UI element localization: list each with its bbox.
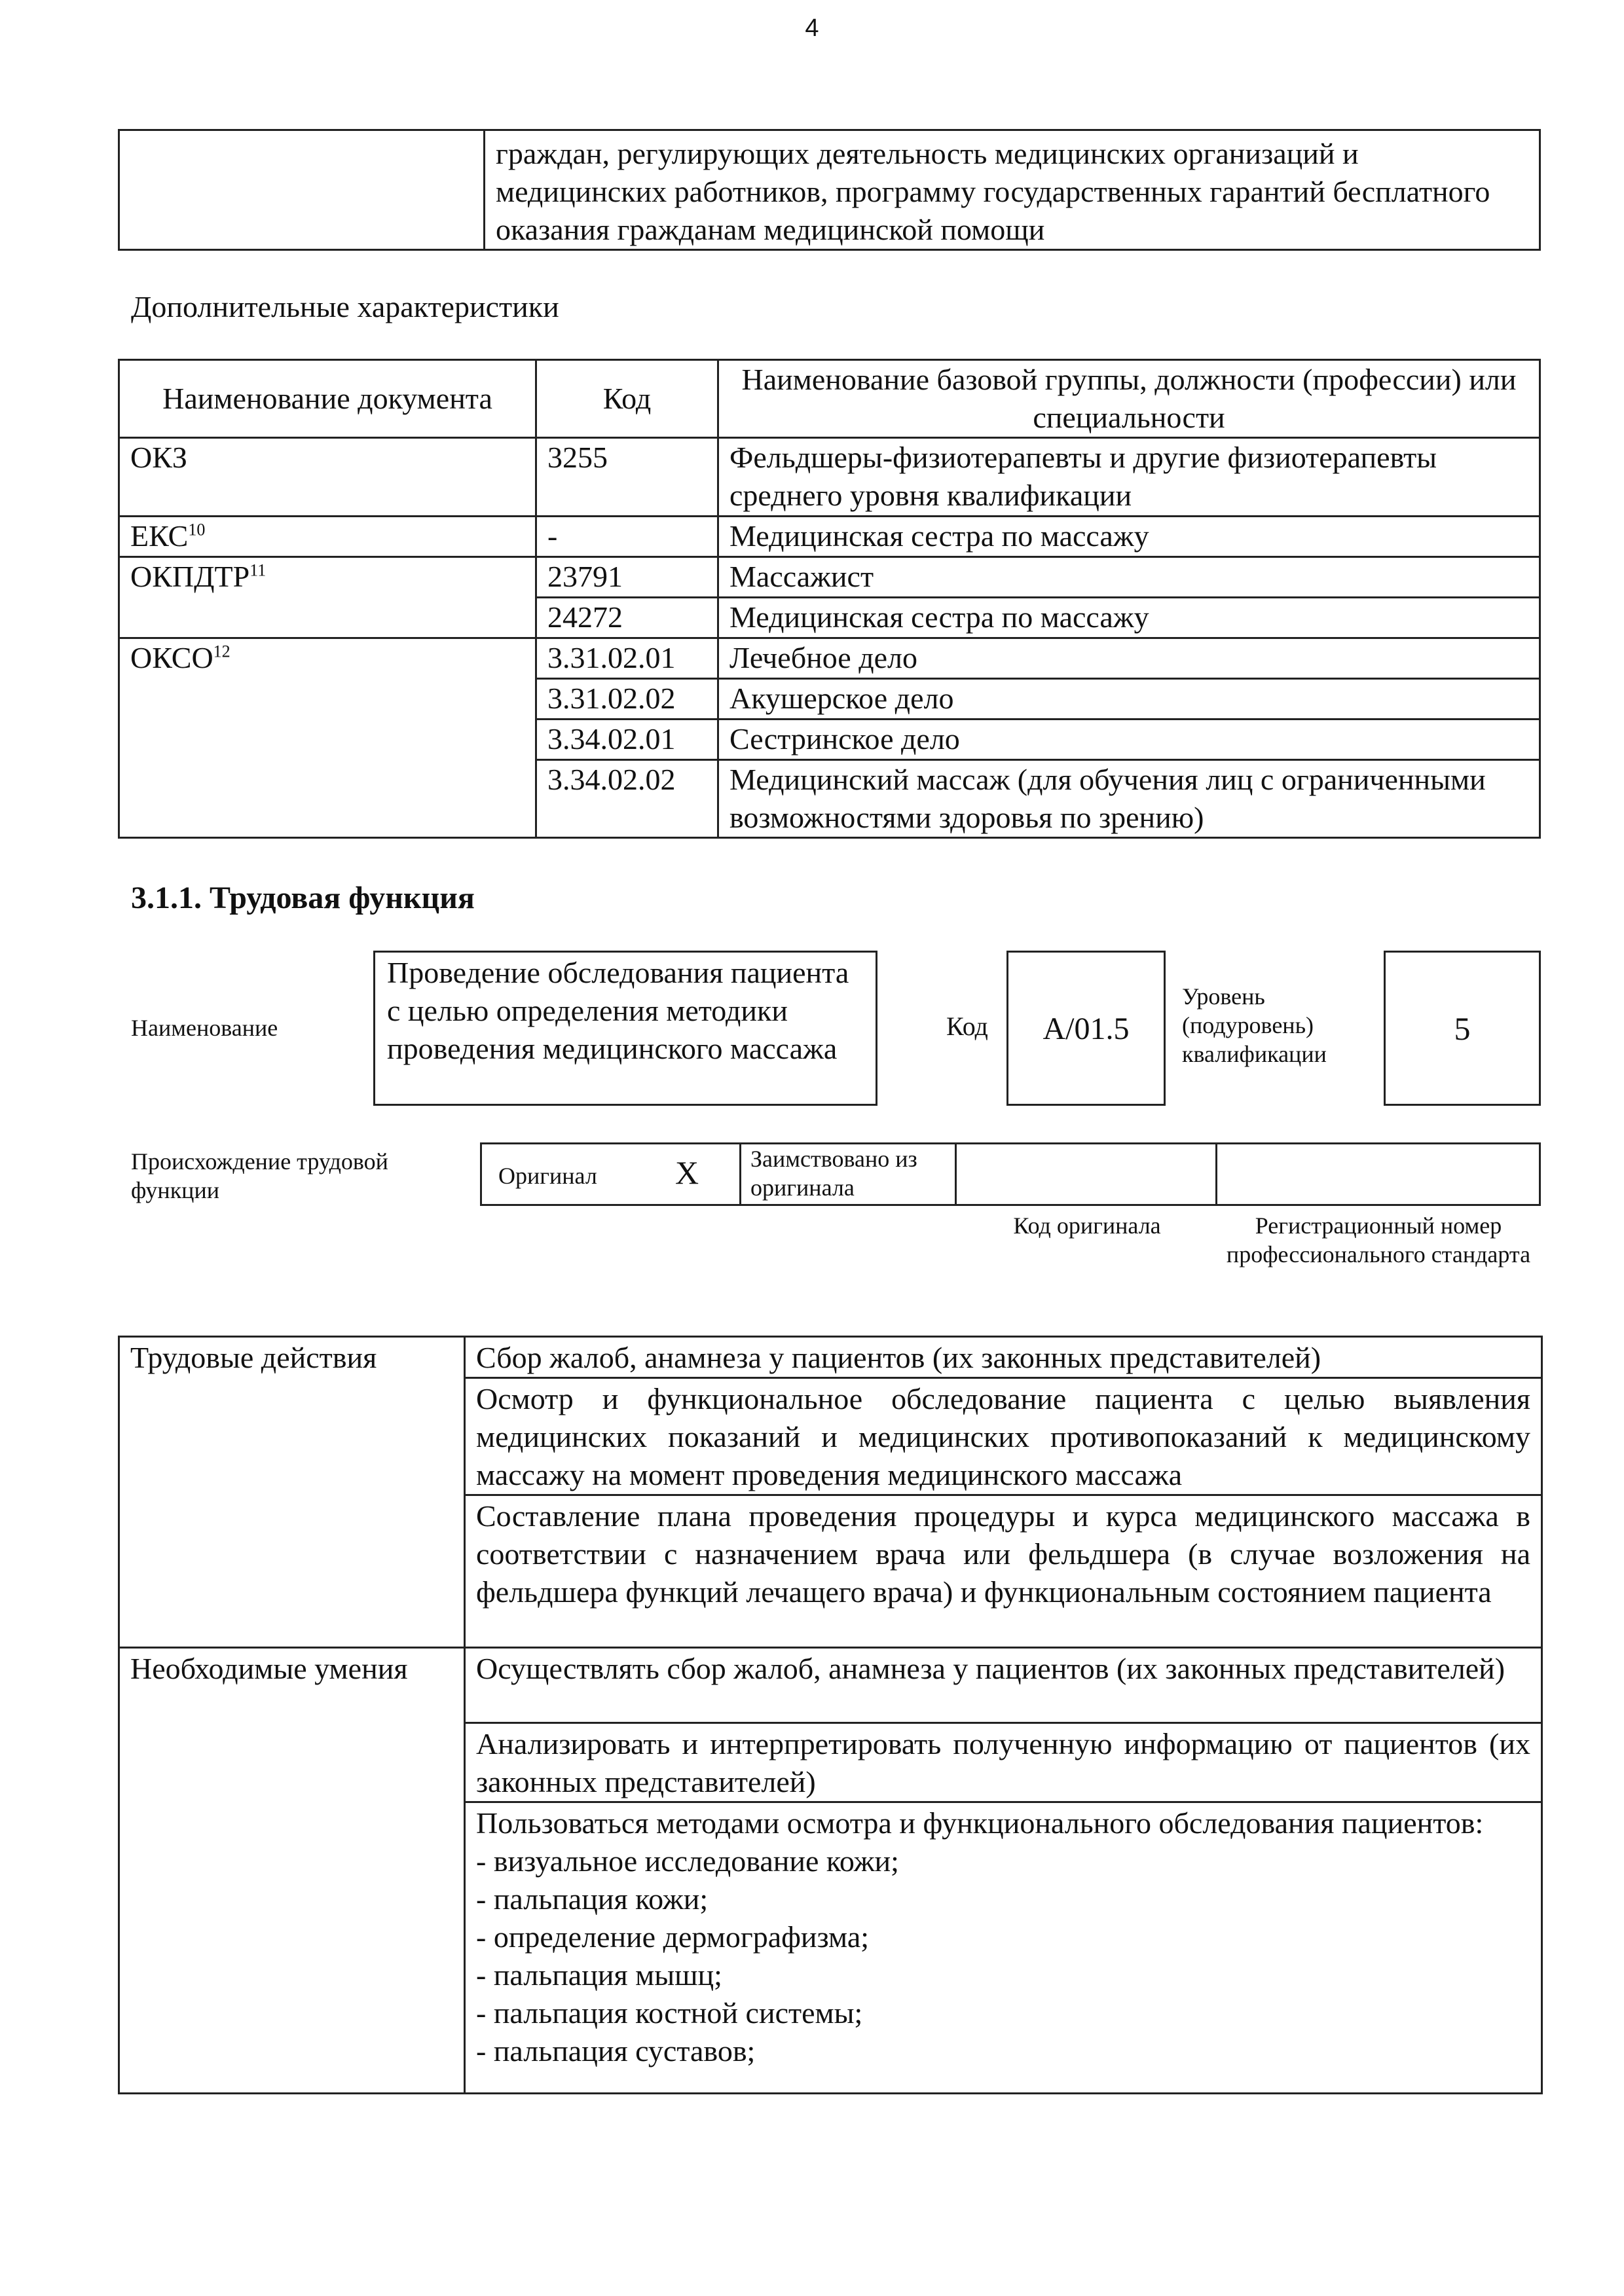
list-item: - определение дермографизма; <box>476 1920 870 1954</box>
origin-original-label: Оригинал <box>498 1163 597 1189</box>
name-cell: Медицинская сестра по массажу <box>718 598 1540 638</box>
table-row <box>119 638 1540 679</box>
func-code-label: Код <box>946 1011 988 1041</box>
action-item: Сбор жалоб, анамнеза у пациентов (их законных представителей) <box>465 1337 1542 1378</box>
additional-title: Дополнительные характеристики <box>131 290 559 323</box>
origin-divider-2 <box>955 1144 957 1204</box>
func-name-box <box>373 951 877 1106</box>
table-row <box>119 557 1540 598</box>
doc-okpdtr: ОКПДТР$^{11}$ <box>119 557 536 638</box>
list-item: - пальпация мышц; <box>476 1958 722 1992</box>
code-cell: 3255 <box>536 438 718 517</box>
actions-label: Трудовые действия <box>119 1337 465 1648</box>
list-item: - пальпация суставов; <box>476 2034 756 2068</box>
table-row <box>119 517 1540 557</box>
code-cell: 3.34.02.01 <box>536 720 718 760</box>
name-cell: Сестринское дело <box>718 720 1540 760</box>
origin-label: Происхождение трудовой функции <box>131 1148 388 1203</box>
func-level-label: Уровень (подуровень) квалификации <box>1182 983 1327 1067</box>
name-cell: Фельдшеры-физиотерапевты и другие физиотерапевты среднего уровня квалификации <box>718 438 1540 517</box>
work-table <box>118 1336 1543 2094</box>
code-cell: 3.31.02.01 <box>536 638 718 679</box>
code-cell: 23791 <box>536 557 718 598</box>
table-row <box>119 438 1540 517</box>
func-level-box <box>1384 951 1541 1106</box>
list-item: - визуальное исследование кожи; <box>476 1844 899 1878</box>
table-header-row <box>119 360 1540 438</box>
doc-eks: ЕКС$^{10}$ <box>119 517 536 557</box>
origin-divider-3 <box>1215 1144 1217 1204</box>
origin-divider-1 <box>739 1144 741 1204</box>
code-cell: 3.34.02.02 <box>536 760 718 838</box>
func-name-label: Наименование <box>131 1015 278 1041</box>
name-cell: Лечебное дело <box>718 638 1540 679</box>
name-cell: Медицинский массаж (для обучения лиц с ограниченными возможностями здоровья по зрению) <box>718 760 1540 838</box>
func-code-box <box>1006 951 1166 1106</box>
header-doc: Наименование документа <box>119 360 536 438</box>
name-cell: Медицинская сестра по массажу <box>718 517 1540 557</box>
origin-mark: X <box>675 1154 699 1191</box>
skill-item: Анализировать и интерпретировать полученную информацию от пациентов (их законных представителей) <box>465 1723 1542 1802</box>
top-table-empty-cell <box>119 130 485 250</box>
origin-borrowed-label: Заимствовано из оригинала <box>750 1146 917 1201</box>
skill-item: Осуществлять сбор жалоб, анамнеза у пациентов (их законных представителей) <box>465 1648 1542 1723</box>
code-cell: - <box>536 517 718 557</box>
action-item: Осмотр и функциональное обследование пациента с целью выявления медицинских показаний и медицинских противопоказаний к медицинскому массажу на момент проведения медицинского массажа <box>465 1378 1542 1495</box>
func-level-value: 5 <box>1454 1010 1471 1047</box>
origin-reg-caption: Регистрационный номер профессионального стандарта <box>1226 1212 1531 1267</box>
section-title: 3.1.1. Трудовая функция <box>131 881 475 915</box>
action-item: Составление плана проведения процедуры и курса медицинского массажа в соответствии с назначением врача или фельдшера (в случае возложения на фельдшера функций лечащего врача) и функциональным состоянием пациента <box>465 1495 1542 1648</box>
page-number: 4 <box>805 14 819 42</box>
skill-methods-intro: Пользоваться методами осмотра и функционального обследования пациентов: <box>476 1806 1484 1840</box>
top-table <box>118 129 1541 251</box>
doc-okz: ОКЗ <box>119 438 536 517</box>
name-cell: Акушерское дело <box>718 679 1540 720</box>
skill-methods <box>465 1802 1542 2094</box>
header-name: Наименование базовой группы, должности (профессии) или специальности <box>718 360 1540 438</box>
code-cell: 24272 <box>536 598 718 638</box>
name-cell: Массажист <box>718 557 1540 598</box>
top-table-text-cell: граждан, регулирующих деятельность медицинских организаций и медицинских работников, программу государственных гарантий бесплатного оказания гражданам медицинской помощи <box>485 130 1540 250</box>
header-code: Код <box>536 360 718 438</box>
origin-row <box>480 1142 1541 1206</box>
skills-label: Необходимые умения <box>119 1648 465 2094</box>
list-item: - пальпация кожи; <box>476 1882 709 1916</box>
additional-table <box>118 359 1541 839</box>
doc-okso: ОКСО$^{12}$ <box>119 638 536 838</box>
list-item: - пальпация костной системы; <box>476 1996 863 2030</box>
code-cell: 3.31.02.02 <box>536 679 718 720</box>
func-code-value: A/01.5 <box>1043 1011 1130 1046</box>
func-name-value: Проведение обследования пациента с целью определения методики проведения медицинского массажа <box>387 956 849 1065</box>
origin-code-caption: Код оригинала <box>1013 1212 1161 1239</box>
